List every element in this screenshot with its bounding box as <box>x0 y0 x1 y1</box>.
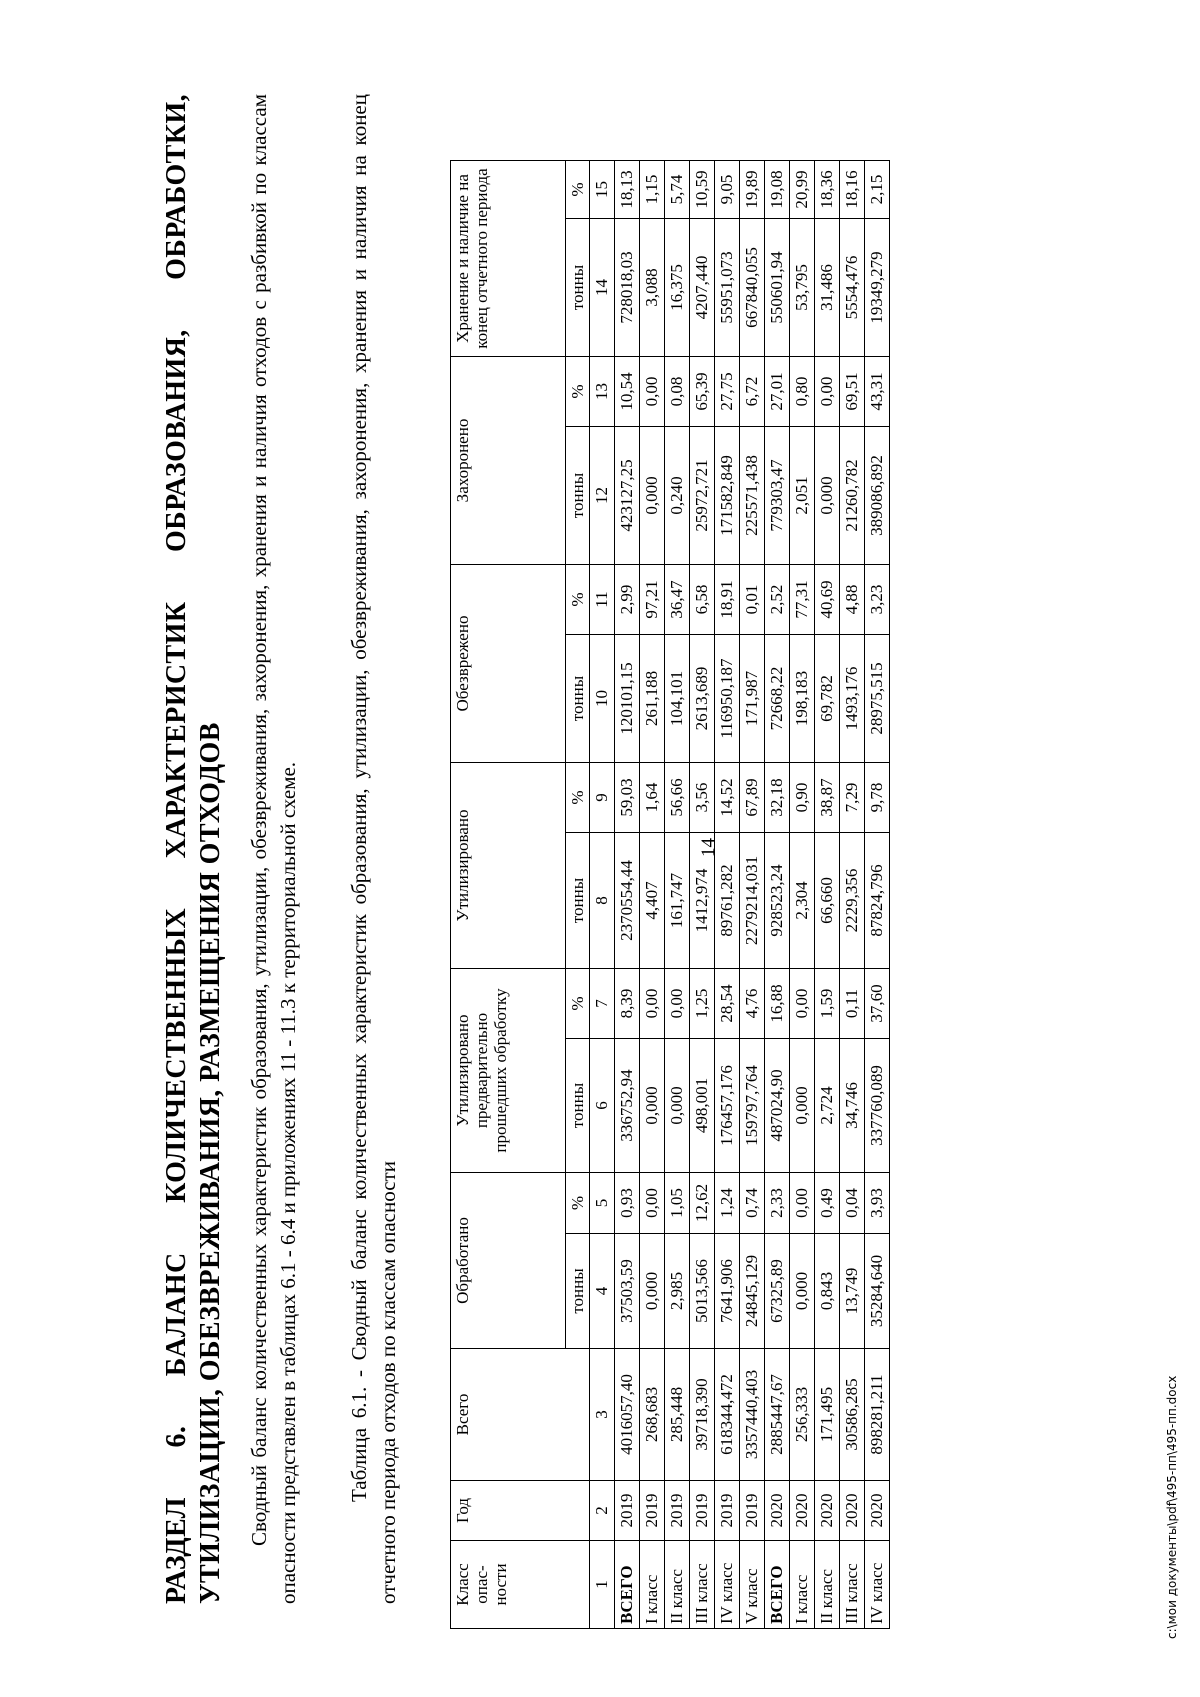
subheader-percent: % <box>566 969 590 1039</box>
table-caption: Таблица 6.1. - Сводный баланс количественных характеристик образования, утилизации, обезвреживания, захоронения, хранения и наличия на конец отчетного периода отходов по классам опасности <box>347 94 400 1604</box>
table-cell: 27,75 <box>715 357 740 427</box>
table-cell: 28975,515 <box>865 635 890 763</box>
table-cell: 3,088 <box>640 219 665 357</box>
col-header-neutralized: Обезврежено <box>451 565 566 763</box>
table-cell: 55951,073 <box>715 219 740 357</box>
table-cell: 159797,764 <box>740 1039 765 1173</box>
row-year-cell: 2020 <box>815 1481 840 1541</box>
table-cell: 171582,849 <box>715 427 740 565</box>
row-year-cell: 2019 <box>640 1481 665 1541</box>
table-cell: 5554,476 <box>840 219 865 357</box>
table-cell: 0,08 <box>665 357 690 427</box>
col-header-utilized: Утилизировано <box>451 763 566 969</box>
table-cell: 667840,055 <box>740 219 765 357</box>
table-cell: 18,13 <box>615 161 640 219</box>
table-cell: 4,407 <box>640 833 665 969</box>
table-cell: 2,15 <box>865 161 890 219</box>
table-cell: 1,64 <box>640 763 665 833</box>
row-class-cell: I класс <box>790 1541 815 1629</box>
table-cell: 35284,640 <box>865 1234 890 1349</box>
subheader-percent: % <box>566 161 590 219</box>
table-cell: 5013,566 <box>690 1234 715 1349</box>
table-cell: 0,00 <box>665 969 690 1039</box>
table-cell: 38,87 <box>815 763 840 833</box>
section-heading-line2: УТИЛИЗАЦИИ, ОБЕЗВРЕЖИВАНИЯ, РАЗМЕЩЕНИЯ ОТХОДОВ <box>195 722 226 1604</box>
col-header-year: Год <box>451 1481 590 1541</box>
table-cell: 0,00 <box>640 969 665 1039</box>
table-cell: 104,101 <box>665 635 690 763</box>
table-cell: 97,21 <box>640 565 665 635</box>
table-cell: 0,49 <box>815 1173 840 1234</box>
table-cell: 0,000 <box>640 427 665 565</box>
table-cell: 9,78 <box>865 763 890 833</box>
table-cell: 337760,089 <box>865 1039 890 1173</box>
table-row <box>715 161 740 1629</box>
col-header-utilized-after-processing: Утилизировано предварительно прошедших обработку <box>451 969 566 1173</box>
table-cell: 10,59 <box>690 161 715 219</box>
table-cell: 0,843 <box>815 1234 840 1349</box>
table-cell: 389086,892 <box>865 427 890 565</box>
subheader-tons: тонны <box>566 427 590 565</box>
table-cell: 0,90 <box>790 763 815 833</box>
table-cell: 487024,90 <box>765 1039 790 1173</box>
col-header-stored: Хранение и наличие на конец отчетного периода <box>451 161 566 357</box>
table-cell: 4207,440 <box>690 219 715 357</box>
table-cell: 20,99 <box>790 161 815 219</box>
column-number-cell: 4 <box>590 1234 615 1349</box>
table-cell: 3,23 <box>865 565 890 635</box>
table-row <box>615 161 640 1629</box>
table-cell: 67325,89 <box>765 1234 790 1349</box>
column-number-cell: 12 <box>590 427 615 565</box>
table-cell: 1412,974 <box>690 833 715 969</box>
row-class-cell: II класс <box>815 1541 840 1629</box>
table-cell: 43,31 <box>865 357 890 427</box>
table-cell: 69,51 <box>840 357 865 427</box>
table-cell: 16,88 <box>765 969 790 1039</box>
table-cell: 37503,59 <box>615 1234 640 1349</box>
table-cell: 28,54 <box>715 969 740 1039</box>
row-year-cell: 2019 <box>665 1481 690 1541</box>
waste-balance-table <box>450 160 890 1629</box>
table-cell: 6,72 <box>740 357 765 427</box>
table-cell: 77,31 <box>790 565 815 635</box>
table-row <box>790 161 815 1629</box>
table-row <box>840 161 865 1629</box>
col-header-buried: Захоронено <box>451 357 566 565</box>
table-cell: 19349,279 <box>865 219 890 357</box>
table-cell: 0,000 <box>790 1039 815 1173</box>
intro-paragraph: Сводный баланс количественных характеристик образования, утилизации, обезвреживания, захоронения, хранения и наличия отходов с разбивкой по классам опасности представлен в таблицах 6.1 - 6.4 и приложениях 11 - 11.3 к территориальной схеме. <box>247 94 300 1604</box>
table-cell: 261,188 <box>640 635 665 763</box>
table-cell: 89761,282 <box>715 833 740 969</box>
row-year-cell: 2020 <box>765 1481 790 1541</box>
table-cell: 53,795 <box>790 219 815 357</box>
table-cell: 39718,390 <box>690 1349 715 1481</box>
row-year-cell: 2020 <box>865 1481 890 1541</box>
table-cell: 336752,94 <box>615 1039 640 1173</box>
row-class-cell: I класс <box>640 1541 665 1629</box>
table-cell: 37,60 <box>865 969 890 1039</box>
table-cell: 0,00 <box>790 1173 815 1234</box>
table-cell: 0,74 <box>740 1173 765 1234</box>
subheader-percent: % <box>566 763 590 833</box>
column-number-cell: 2 <box>590 1481 615 1541</box>
table-cell: 0,00 <box>815 357 840 427</box>
table-cell: 69,782 <box>815 635 840 763</box>
table-cell: 1,24 <box>715 1173 740 1234</box>
table-cell: 423127,25 <box>615 427 640 565</box>
table-cell: 2885447,67 <box>765 1349 790 1481</box>
column-number-cell: 7 <box>590 969 615 1039</box>
table-cell: 19,89 <box>740 161 765 219</box>
table-cell: 161,747 <box>665 833 690 969</box>
table-cell: 1,59 <box>815 969 840 1039</box>
section-heading-line1: РАЗДЕЛ 6. БАЛАНС КОЛИЧЕСТВЕННЫХ ХАРАКТЕРИСТИК ОБРАЗОВАНИЯ, ОБРАБОТКИ, <box>161 94 192 1604</box>
table-row <box>815 161 840 1629</box>
col-header-class: Класс опас-ности <box>451 1541 590 1629</box>
table-cell: 0,00 <box>640 1173 665 1234</box>
table-cell: 59,03 <box>615 763 640 833</box>
row-year-cell: 2020 <box>840 1481 865 1541</box>
table-row <box>665 161 690 1629</box>
row-year-cell: 2019 <box>715 1481 740 1541</box>
table-cell: 67,89 <box>740 763 765 833</box>
row-class-cell: ВСЕГО <box>765 1541 790 1629</box>
table-cell: 19,08 <box>765 161 790 219</box>
table-cell: 0,01 <box>740 565 765 635</box>
table-cell: 0,11 <box>840 969 865 1039</box>
table-cell: 550601,94 <box>765 219 790 357</box>
table-cell: 18,36 <box>815 161 840 219</box>
table-cell: 1,15 <box>640 161 665 219</box>
section-heading <box>160 94 228 1604</box>
table-cell: 268,683 <box>640 1349 665 1481</box>
table-cell: 40,69 <box>815 565 840 635</box>
table-cell: 9,05 <box>715 161 740 219</box>
table-cell: 27,01 <box>765 357 790 427</box>
column-number-cell: 8 <box>590 833 615 969</box>
table-cell: 65,39 <box>690 357 715 427</box>
table-cell: 2229,356 <box>840 833 865 969</box>
column-number-row <box>590 161 615 1629</box>
table-cell: 4,76 <box>740 969 765 1039</box>
subheader-tons: тонны <box>566 833 590 969</box>
table-cell: 18,91 <box>715 565 740 635</box>
row-class-cell: IV класс <box>715 1541 740 1629</box>
table-cell: 8,39 <box>615 969 640 1039</box>
column-number-cell: 10 <box>590 635 615 763</box>
table-cell: 24845,129 <box>740 1234 765 1349</box>
table-cell: 25972,721 <box>690 427 715 565</box>
table-cell: 7,29 <box>840 763 865 833</box>
table-cell: 176457,176 <box>715 1039 740 1173</box>
table-cell: 0,000 <box>640 1234 665 1349</box>
table-cell: 779303,47 <box>765 427 790 565</box>
table-cell: 3,93 <box>865 1173 890 1234</box>
table-cell: 0,00 <box>640 357 665 427</box>
table-cell: 30586,285 <box>840 1349 865 1481</box>
table-cell: 0,04 <box>840 1173 865 1234</box>
table-cell: 0,000 <box>790 1234 815 1349</box>
table-cell: 728018,03 <box>615 219 640 357</box>
table-cell: 2,985 <box>665 1234 690 1349</box>
table-cell: 66,660 <box>815 833 840 969</box>
row-class-cell: II класс <box>665 1541 690 1629</box>
table-cell: 7641,906 <box>715 1234 740 1349</box>
table-cell: 4,88 <box>840 565 865 635</box>
table-cell: 898281,211 <box>865 1349 890 1481</box>
table-cell: 171,495 <box>815 1349 840 1481</box>
table-cell: 87824,796 <box>865 833 890 969</box>
table-cell: 2,99 <box>615 565 640 635</box>
table-cell: 116950,187 <box>715 635 740 763</box>
table-cell: 13,749 <box>840 1234 865 1349</box>
table-cell: 10,54 <box>615 357 640 427</box>
column-number-cell: 11 <box>590 565 615 635</box>
table-cell: 18,16 <box>840 161 865 219</box>
table-cell: 0,80 <box>790 357 815 427</box>
subheader-percent: % <box>566 357 590 427</box>
table-cell: 198,183 <box>790 635 815 763</box>
column-number-cell: 5 <box>590 1173 615 1234</box>
table-cell: 0,00 <box>790 969 815 1039</box>
header-row <box>451 161 566 1629</box>
table-cell: 72668,22 <box>765 635 790 763</box>
column-number-cell: 6 <box>590 1039 615 1173</box>
table-cell: 34,746 <box>840 1039 865 1173</box>
subheader-percent: % <box>566 565 590 635</box>
table-cell: 225571,438 <box>740 427 765 565</box>
table-cell: 1493,176 <box>840 635 865 763</box>
table-row <box>765 161 790 1629</box>
column-number-cell: 3 <box>590 1349 615 1481</box>
table-cell: 0,000 <box>815 427 840 565</box>
table-cell: 16,375 <box>665 219 690 357</box>
table-row <box>865 161 890 1629</box>
table-cell: 2,304 <box>790 833 815 969</box>
table-cell: 6,58 <box>690 565 715 635</box>
column-number-cell: 1 <box>590 1541 615 1629</box>
table-cell: 285,448 <box>665 1349 690 1481</box>
table-cell: 618344,472 <box>715 1349 740 1481</box>
table-cell: 2,051 <box>790 427 815 565</box>
subheader-tons: тонны <box>566 219 590 357</box>
table-cell: 2370554,44 <box>615 833 640 969</box>
table-cell: 3357440,403 <box>740 1349 765 1481</box>
row-year-cell: 2020 <box>790 1481 815 1541</box>
row-class-cell: IV класс <box>865 1541 890 1629</box>
table-cell: 56,66 <box>665 763 690 833</box>
footer-file-path: c:\мои документы\pdf\495-пп\495-пп.docx <box>1165 1375 1179 1639</box>
table-cell: 36,47 <box>665 565 690 635</box>
row-year-cell: 2019 <box>740 1481 765 1541</box>
column-number-cell: 13 <box>590 357 615 427</box>
table-row <box>640 161 665 1629</box>
table-cell: 0,240 <box>665 427 690 565</box>
table-cell: 4016057,40 <box>615 1349 640 1481</box>
col-header-total: Всего <box>451 1349 590 1481</box>
subheader-tons: тонны <box>566 1039 590 1173</box>
table-cell: 171,987 <box>740 635 765 763</box>
table-cell: 14,52 <box>715 763 740 833</box>
table-cell: 2,724 <box>815 1039 840 1173</box>
table-cell: 0,000 <box>665 1039 690 1173</box>
row-class-cell: ВСЕГО <box>615 1541 640 1629</box>
table-cell: 2279214,031 <box>740 833 765 969</box>
table-cell: 31,486 <box>815 219 840 357</box>
column-number-cell: 14 <box>590 219 615 357</box>
table-cell: 1,05 <box>665 1173 690 1234</box>
row-class-cell: III класс <box>840 1541 865 1629</box>
subheader-tons: тонны <box>566 1234 590 1349</box>
table-cell: 120101,15 <box>615 635 640 763</box>
table-cell: 2,52 <box>765 565 790 635</box>
table-body <box>590 161 890 1629</box>
subheader-percent: % <box>566 1173 590 1234</box>
table-cell: 3,56 <box>690 763 715 833</box>
col-header-processed: Обработано <box>451 1173 566 1349</box>
table-cell: 32,18 <box>765 763 790 833</box>
table-cell: 0,93 <box>615 1173 640 1234</box>
table-row <box>740 161 765 1629</box>
table-cell: 21260,782 <box>840 427 865 565</box>
table-row <box>690 161 715 1629</box>
row-year-cell: 2019 <box>615 1481 640 1541</box>
row-year-cell: 2019 <box>690 1481 715 1541</box>
table-cell: 0,000 <box>640 1039 665 1173</box>
row-class-cell: III класс <box>690 1541 715 1629</box>
subheader-tons: тонны <box>566 635 590 763</box>
row-class-cell: V класс <box>740 1541 765 1629</box>
table-cell: 12,62 <box>690 1173 715 1234</box>
page-number: 14 <box>698 838 719 857</box>
table-cell: 928523,24 <box>765 833 790 969</box>
column-number-cell: 15 <box>590 161 615 219</box>
table-cell: 256,333 <box>790 1349 815 1481</box>
table-cell: 5,74 <box>665 161 690 219</box>
table-cell: 498,001 <box>690 1039 715 1173</box>
table-cell: 2,33 <box>765 1173 790 1234</box>
table-cell: 2613,689 <box>690 635 715 763</box>
table-cell: 1,25 <box>690 969 715 1039</box>
column-number-cell: 9 <box>590 763 615 833</box>
